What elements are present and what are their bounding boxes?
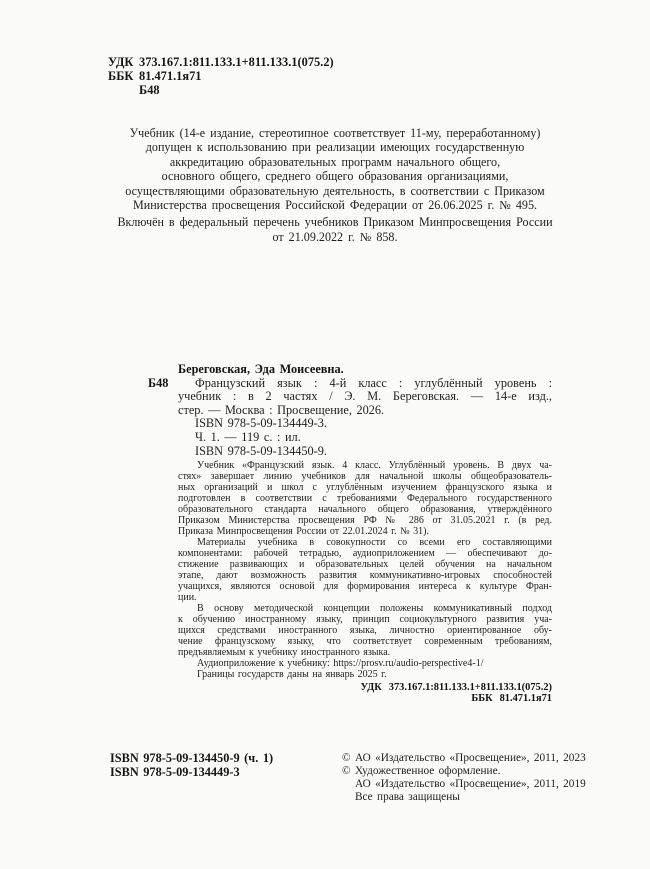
annotation-udk-label: УДК [360, 682, 382, 693]
annotation-paragraph-2 [178, 537, 552, 603]
card-author-sign: Б48 [148, 375, 169, 390]
admission-line: аккредитацию образовательных программ начального общего, [169, 154, 501, 169]
copyright-symbol: © [342, 765, 351, 777]
annotation-line: Приказа Минпросвещения России от 22.01.2024 г. № 31). [178, 526, 430, 537]
bbk-label: ББК [108, 68, 134, 83]
annotation-line: ных организаций и школ с углублённым изучением французского языка и [178, 482, 552, 493]
card-description-row [148, 377, 552, 459]
annotation-line: стях» завершает линию учебников для начальной школы общеобразователь- [178, 471, 552, 482]
copyright-text: АО «Издательство «Просвещение», 2011, 2023 [355, 752, 586, 764]
annotation-paragraph-3 [178, 603, 552, 658]
author-sign-row [108, 84, 334, 98]
card-author: Береговская, Эда Моисеевна. [178, 362, 344, 376]
card-isbn-line: ISBN 978-5-09-134449-3. [195, 416, 327, 431]
annotation-bbk-value: 81.471.1я71 [499, 693, 552, 705]
annotation-line: Учебник «Французский язык. 4 класс. Углублённый уровень. В двух ча- [197, 460, 552, 471]
copyright-text: Художественное оформление. [355, 765, 501, 777]
copyright-row [342, 752, 586, 765]
annotation-line: к обучению иностранному языку, принцип социокультурного развития уча- [178, 614, 552, 625]
annotation-line: стижение развивающих и образовательных целей обучения на начальном [178, 559, 552, 570]
copyright-text: Все права защищены [355, 791, 460, 803]
annotation-udk-row [178, 682, 552, 693]
copyright-row [342, 778, 586, 791]
state-borders-line: Границы государств даны на январь 2025 г. [197, 669, 387, 680]
annotation-bbk-row [178, 693, 552, 704]
federal-list-statement [45, 215, 625, 244]
copyright-indent [342, 778, 355, 791]
card-desc-line: стер. — Москва : Просвещение, 2026. [178, 402, 385, 417]
catalogue-card [148, 363, 552, 458]
annotation-line: Приказом Министерства просвещения РФ № 286 от 31.05.2021 г. (в ред. [178, 515, 552, 526]
bbk-row [108, 70, 334, 84]
author-sign: Б48 [139, 82, 160, 97]
annotation-line: этапе, дают возможность развития коммуникативно-игровых способностей [178, 570, 552, 581]
annotation-line: предъявляемым к учебнику иностранного языка. [178, 647, 391, 658]
annotation-line: ции. [178, 592, 197, 603]
annotation-block [178, 460, 552, 704]
udk-row [108, 56, 334, 70]
annotation-line: чение французскому языку, что соответствует современным требованиям, [178, 636, 552, 647]
federal-list-line: Включён в федеральный перечень учебников Приказом Минпросвещения России [117, 215, 553, 229]
copyright-row [342, 791, 586, 804]
copyright-block [342, 752, 586, 804]
udk-label: УДК [108, 55, 134, 69]
admission-line: основного общего, среднего общего образования организациями, [161, 169, 509, 184]
annotation-paragraph-1 [178, 460, 552, 537]
annotation-udk-value: 373.167.1:811.133.1+811.133.1(075.2) [388, 682, 552, 693]
udk-value: 373.167.1:811.133.1+811.133.1(075.2) [139, 55, 334, 69]
admission-line: Министерства просвещения Российской Федерации от 26.06.2025 г. № 495. [132, 198, 538, 213]
annotation-line: щихся средствами иностранного языка, личностно ориентированное обу- [178, 625, 552, 636]
copyright-row [342, 765, 586, 778]
annotation-line: подготовлен в соответствии с требованиями Федерального государственного [178, 493, 552, 504]
copyright-text: АО «Издательство «Просвещение», 2011, 2019 [355, 778, 586, 790]
card-desc-line: Французский язык : 4-й класс : углублённый уровень : [195, 375, 552, 390]
annotation-line: образовательного стандарта начального общего образования, утверждённого [178, 504, 552, 515]
card-isbn-line: ISBN 978-5-09-134450-9. [195, 443, 327, 458]
admission-line: допущен к использованию при реализации имеющих государственную [145, 140, 525, 155]
audio-supplement-line: Аудиоприложение к учебнику: https://prosv.ru/audio-perspective4-1/ [197, 658, 484, 669]
card-description [178, 377, 552, 459]
bbk-value: 81.471.1я71 [139, 68, 202, 83]
annotation-line: учащихся, являются основой для формирования интереса к культуре Фран- [178, 581, 552, 592]
admission-line: Учебник (14-е издание, стереотипное соответствует 11-му, переработанному) [129, 126, 541, 140]
isbn-full-line: ISBN 978-5-09-134449-3 [110, 764, 240, 779]
annotation-line: В основу методической концепции положены коммуникативный подход [197, 603, 552, 614]
annotation-line: Материалы учебника в совокупности со всеми его составляющими [197, 537, 552, 548]
card-part-line: Ч. 1. — 119 с. : ил. [195, 429, 301, 444]
admission-statement [45, 126, 625, 212]
isbn-part-line: ISBN 978-5-09-134450-9 (ч. 1) [110, 751, 274, 765]
federal-list-line: от 21.09.2022 г. № 858. [272, 229, 398, 244]
card-desc-line: учебник : в 2 частях / Э. М. Береговская. — 14-е изд., [178, 389, 552, 404]
copyright-indent [342, 791, 355, 804]
annotation-codes [178, 682, 552, 704]
annotation-bbk-label: ББК [471, 693, 493, 705]
top-classification-codes [108, 56, 334, 97]
copyright-symbol: © [342, 752, 351, 764]
footer-isbn-block [110, 752, 273, 779]
admission-line: осуществляющими образовательную деятельность, в соответствии с Приказом [125, 183, 545, 198]
annotation-line: компонентами: рабочей тетрадью, аудиоприложением — обеспечивают до- [178, 548, 552, 559]
